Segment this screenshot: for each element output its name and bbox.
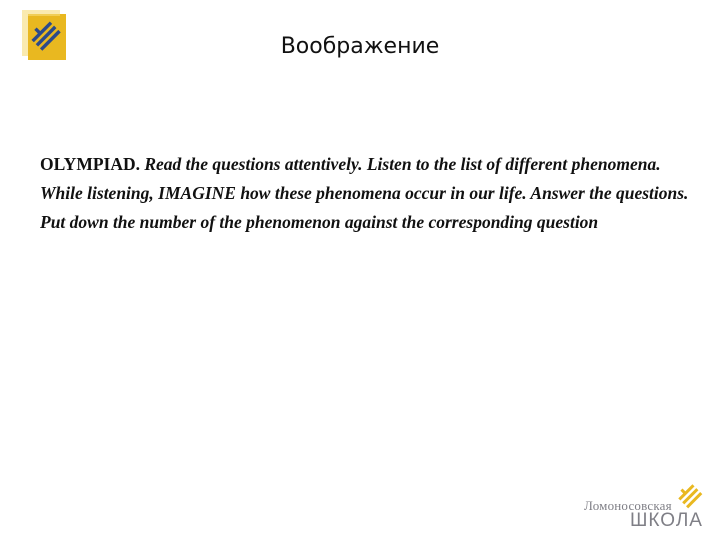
slide-title bbox=[0, 34, 720, 59]
brand-logo bbox=[584, 482, 714, 530]
brand-mark-icon bbox=[678, 482, 704, 512]
slide-title-text: Воображение bbox=[280, 34, 440, 59]
slide-body bbox=[40, 150, 690, 237]
brand-name-line1: Ломоносовская bbox=[584, 498, 672, 513]
body-instructions: Read the questions attentively. Listen to the list of different phenomena. While listening, IMAGINE how these phenomena occur in our life. Answer the questions. Put down the number of the phenomenon against the corresponding question bbox=[40, 154, 689, 232]
body-lead: OLYMPIAD. bbox=[40, 154, 140, 174]
brand-name-line2: ШКОЛА bbox=[630, 510, 703, 531]
